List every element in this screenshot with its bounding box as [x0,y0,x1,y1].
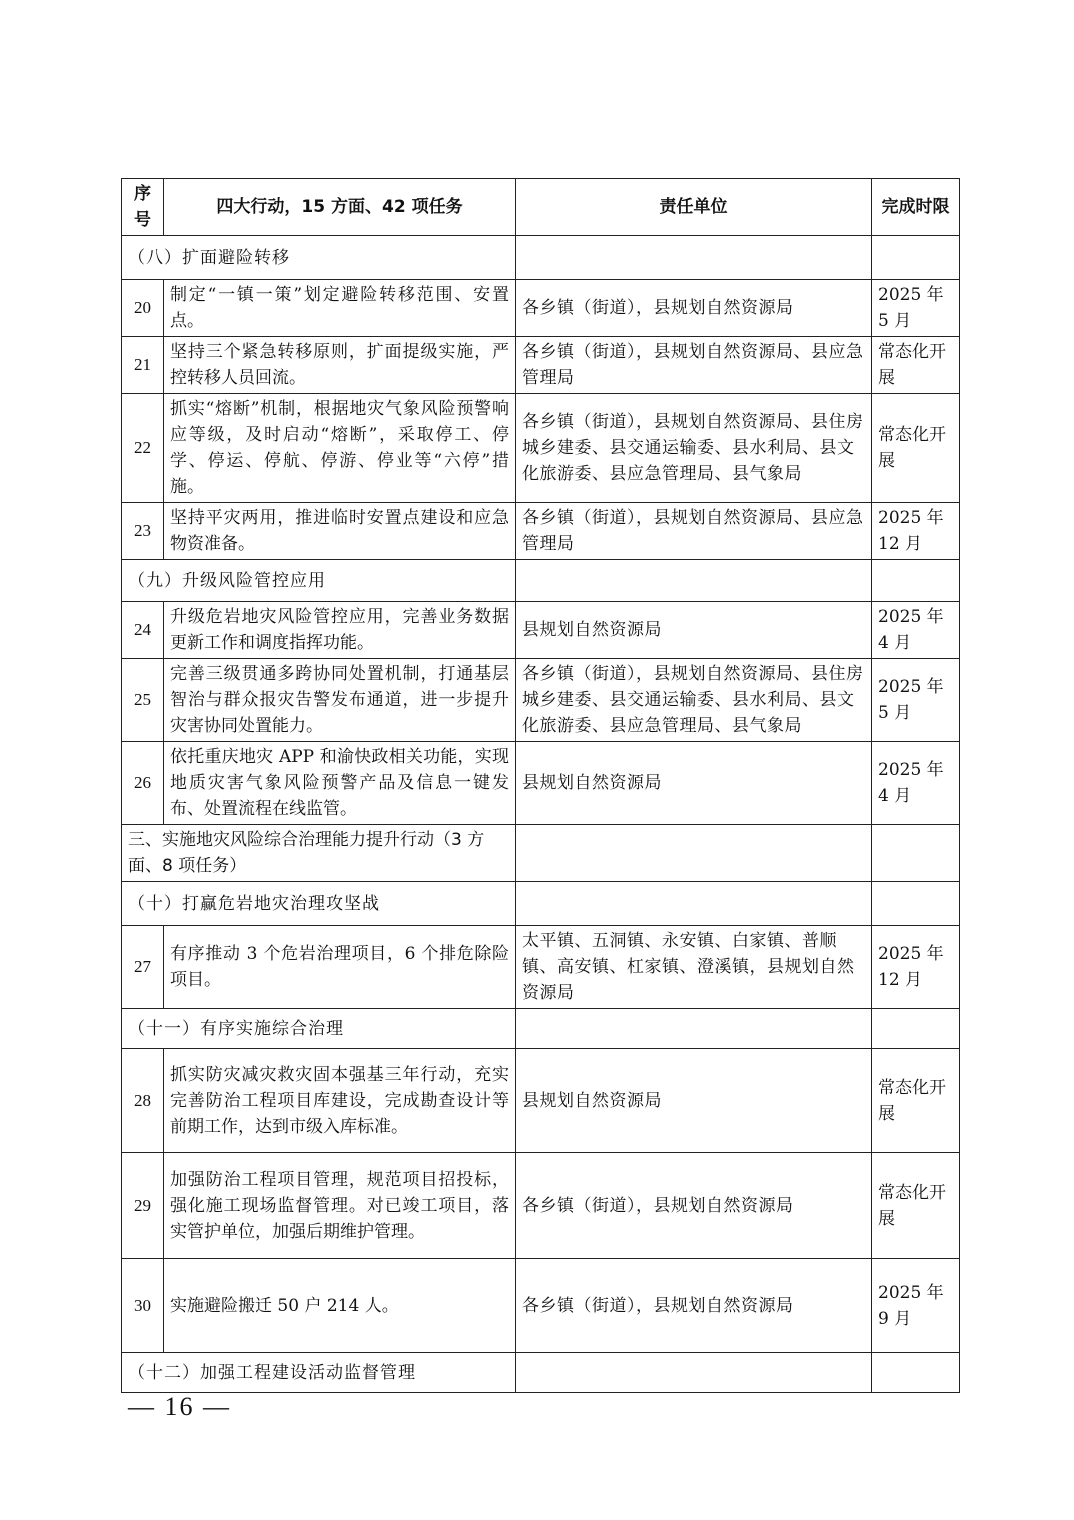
row-task: 依托重庆地灾 APP 和渝快政相关功能，实现地质灾害气象风险预警产品及信息一键发布、处置流程在线监管。 [164,742,516,825]
header-time: 完成时限 [872,179,960,236]
row-number: 22 [122,394,164,503]
table-row [122,1049,960,1153]
table-row [122,602,960,659]
row-deadline: 常态化开展 [872,1049,960,1153]
table-row [122,503,960,560]
row-unit: 各乡镇（街道），县规划自然资源局 [516,280,872,337]
part-row [122,825,960,882]
section-title-10: （十）打赢危岩地灾治理攻坚战 [122,882,516,926]
table-row [122,926,960,1009]
header-no: 序号 [122,179,164,236]
row-deadline: 2025 年 5 月 [872,659,960,742]
row-task: 制定“一镇一策”划定避险转移范围、安置点。 [164,280,516,337]
row-number: 20 [122,280,164,337]
row-number: 23 [122,503,164,560]
table-row [122,280,960,337]
row-unit: 县规划自然资源局 [516,1049,872,1153]
row-deadline: 常态化开展 [872,337,960,394]
row-unit: 县规划自然资源局 [516,742,872,825]
section-title-11: （十一）有序实施综合治理 [122,1009,516,1049]
row-unit: 各乡镇（街道），县规划自然资源局、县应急管理局 [516,337,872,394]
row-deadline: 2025 年 4 月 [872,742,960,825]
row-task: 坚持平灾两用，推进临时安置点建设和应急物资准备。 [164,503,516,560]
section-row [122,1009,960,1049]
section-title-8: （八）扩面避险转移 [122,236,516,280]
row-task: 抓实防灾减灾救灾固本强基三年行动，充实完善防治工程项目库建设，完成勘查设计等前期工作，达到市级入库标准。 [164,1049,516,1153]
section-row [122,1353,960,1393]
row-deadline: 2025 年 9 月 [872,1259,960,1353]
row-unit: 各乡镇（街道），县规划自然资源局 [516,1259,872,1353]
table-row [122,742,960,825]
section-row [122,882,960,926]
section-row [122,236,960,280]
row-deadline: 2025 年 4 月 [872,602,960,659]
table-header-row [122,179,960,236]
row-number: 24 [122,602,164,659]
row-task: 加强防治工程项目管理，规范项目招投标，强化施工现场监督管理。对已竣工项目，落实管护单位，加强后期维护管理。 [164,1153,516,1259]
row-deadline: 2025 年 12 月 [872,503,960,560]
part-title-3: 三、实施地灾风险综合治理能力提升行动（3 方面、8 项任务） [122,825,516,882]
row-number: 26 [122,742,164,825]
row-number: 27 [122,926,164,1009]
row-unit: 县规划自然资源局 [516,602,872,659]
task-table [121,178,960,1393]
section-row [122,560,960,602]
row-unit: 各乡镇（街道），县规划自然资源局、县应急管理局 [516,503,872,560]
row-deadline: 常态化开展 [872,1153,960,1259]
table-row [122,337,960,394]
header-unit: 责任单位 [516,179,872,236]
table-row [122,1153,960,1259]
table-row [122,394,960,503]
section-title-12: （十二）加强工程建设活动监督管理 [122,1353,516,1393]
row-task: 实施避险搬迁 50 户 214 人。 [164,1259,516,1353]
row-number: 28 [122,1049,164,1153]
row-unit: 各乡镇（街道），县规划自然资源局、县住房城乡建委、县交通运输委、县水利局、县文化旅游委、县应急管理局、县气象局 [516,659,872,742]
row-number: 30 [122,1259,164,1353]
row-task: 升级危岩地灾风险管控应用，完善业务数据更新工作和调度指挥功能。 [164,602,516,659]
row-unit: 太平镇、五洞镇、永安镇、白家镇、普顺镇、高安镇、杠家镇、澄溪镇，县规划自然资源局 [516,926,872,1009]
row-number: 21 [122,337,164,394]
row-unit: 各乡镇（街道），县规划自然资源局 [516,1153,872,1259]
row-deadline: 2025 年 12 月 [872,926,960,1009]
header-task: 四大行动，15 方面、42 项任务 [164,179,516,236]
row-number: 25 [122,659,164,742]
row-task: 完善三级贯通多跨协同处置机制，打通基层智治与群众报灾告警发布通道，进一步提升灾害协同处置能力。 [164,659,516,742]
table-row [122,1259,960,1353]
page-number: — 16 — [128,1392,231,1421]
row-deadline: 2025 年 5 月 [872,280,960,337]
row-deadline: 常态化开展 [872,394,960,503]
table-row [122,659,960,742]
section-title-9: （九）升级风险管控应用 [122,560,516,602]
row-unit: 各乡镇（街道），县规划自然资源局、县住房城乡建委、县交通运输委、县水利局、县文化旅游委、县应急管理局、县气象局 [516,394,872,503]
row-task: 抓实“熔断”机制，根据地灾气象风险预警响应等级，及时启动“熔断”，采取停工、停学、停运、停航、停游、停业等“六停”措施。 [164,394,516,503]
row-task: 有序推动 3 个危岩治理项目，6 个排危除险项目。 [164,926,516,1009]
row-task: 坚持三个紧急转移原则，扩面提级实施，严控转移人员回流。 [164,337,516,394]
row-number: 29 [122,1153,164,1259]
